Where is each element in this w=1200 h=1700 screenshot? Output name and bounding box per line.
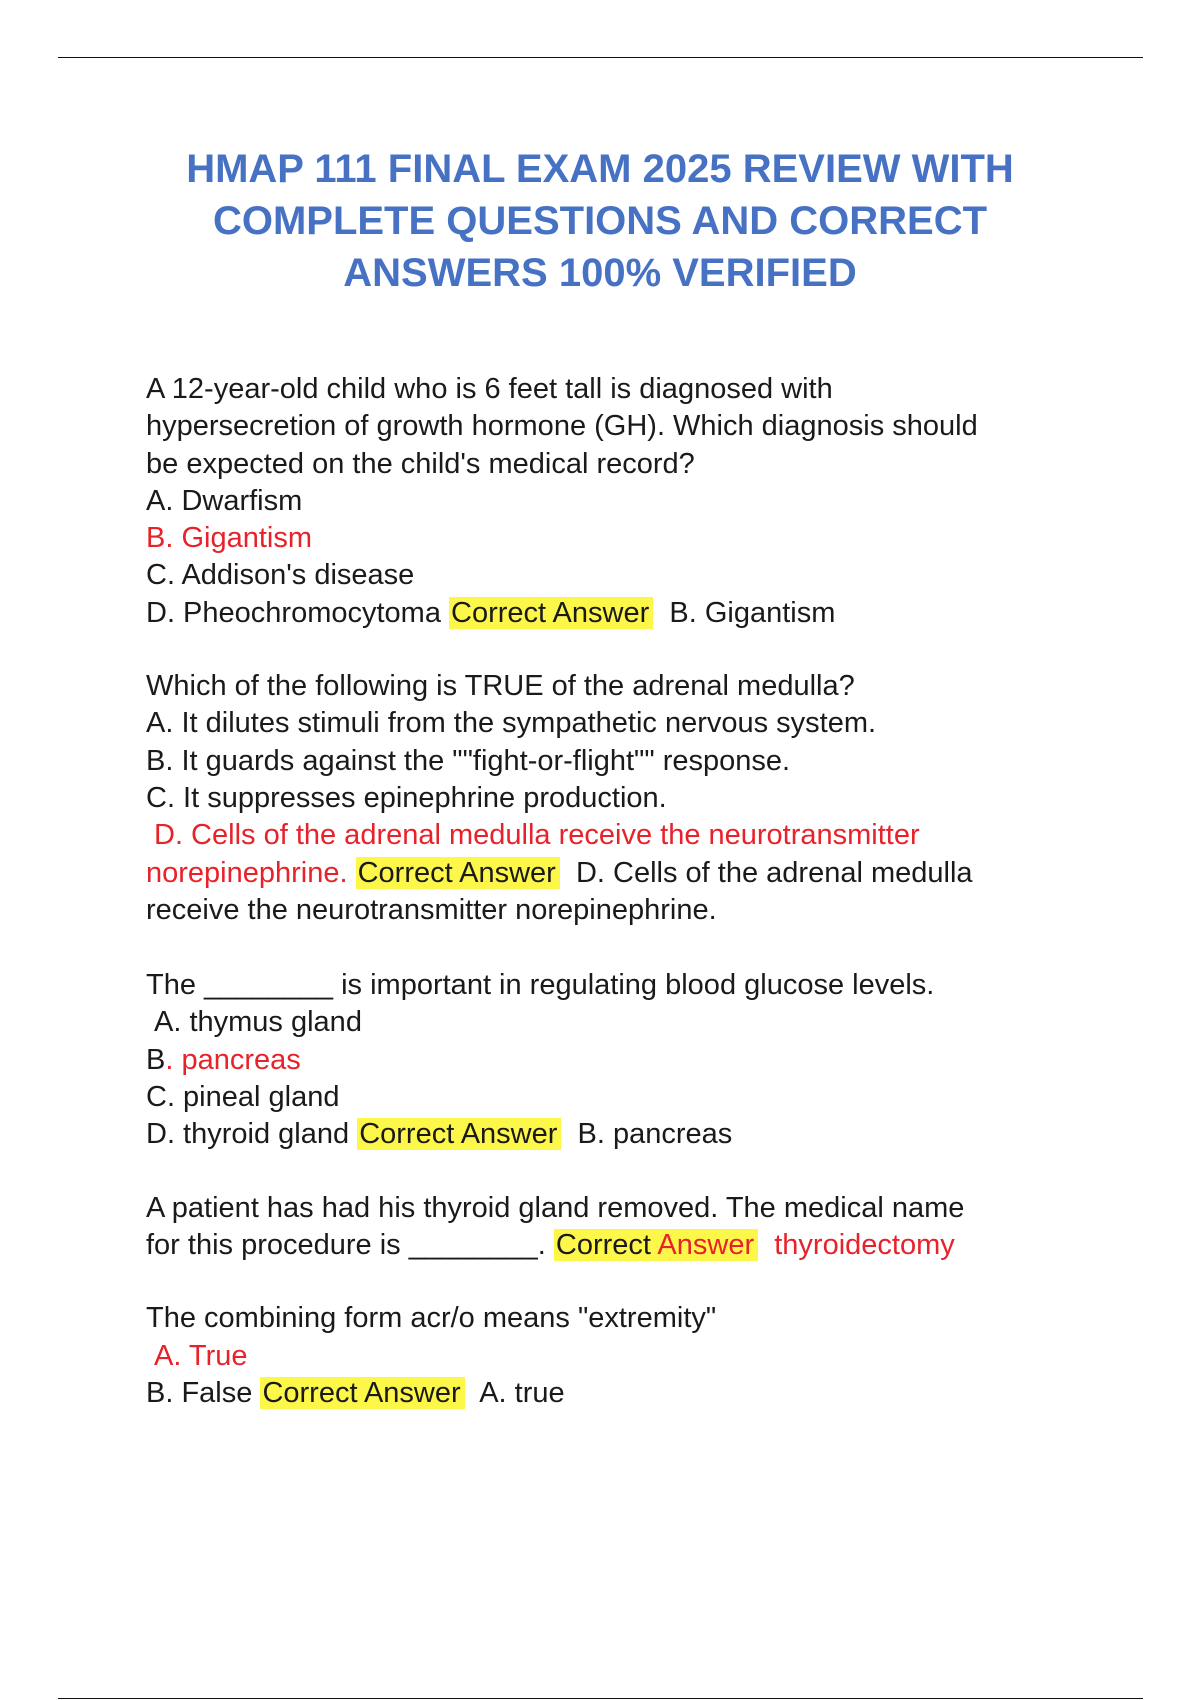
correct-answer-label: Correct Answer bbox=[357, 1118, 561, 1150]
question-stem-line: be expected on the child's medical record? bbox=[146, 447, 695, 480]
correct-answer-label: Correct Answer bbox=[449, 597, 653, 629]
option-d-continued-line bbox=[146, 855, 1106, 892]
option-d-continued: norepinephrine. bbox=[146, 856, 348, 889]
correct-answer-label-word: Correct bbox=[555, 1228, 658, 1261]
question-3 bbox=[146, 967, 1106, 1153]
top-rule bbox=[58, 57, 1143, 58]
option-c: C. Addison's disease bbox=[146, 559, 415, 592]
option-a: A. thymus gland bbox=[154, 1006, 362, 1039]
option-a: A. It dilutes stimuli from the sympathetic nervous system. bbox=[146, 707, 877, 740]
question-stem-line: Which of the following is TRUE of the adrenal medulla? bbox=[146, 670, 855, 703]
correct-answer-label: Correct Answer bbox=[260, 1377, 464, 1409]
option-b-line bbox=[146, 1375, 1106, 1412]
answer-text-continued: receive the neurotransmitter norepinephrine. bbox=[146, 893, 717, 926]
answer-text: A. true bbox=[479, 1376, 565, 1409]
answer-text: B. pancreas bbox=[577, 1118, 733, 1151]
title-line: COMPLETE QUESTIONS AND CORRECT bbox=[212, 199, 988, 243]
question-list bbox=[146, 371, 1106, 1448]
option-d: D. Pheochromocytoma bbox=[146, 596, 441, 629]
title-line: HMAP 111 FINAL EXAM 2025 REVIEW WITH bbox=[186, 147, 1014, 191]
question-1 bbox=[146, 371, 1106, 632]
question-stem-line: hypersecretion of growth hormone (GH). Which diagnosis should bbox=[146, 410, 978, 443]
question-2 bbox=[146, 668, 1106, 929]
option-d-correct: D. Cells of the adrenal medulla receive the neurotransmitter bbox=[154, 819, 920, 852]
option-b-correct: . pancreas bbox=[165, 1043, 301, 1076]
question-stem-answer-line bbox=[146, 1227, 1106, 1264]
title-line: ANSWERS 100% VERIFIED bbox=[343, 251, 857, 295]
answer-text: D. Cells of the adrenal medulla bbox=[575, 856, 973, 889]
question-stem-line: for this procedure is ________. bbox=[146, 1228, 546, 1261]
answer-text: thyroidectomy bbox=[774, 1228, 955, 1261]
option-b-correct: B. Gigantism bbox=[146, 522, 312, 555]
question-stem-line: The combining form acr/o means "extremity" bbox=[146, 1302, 717, 1335]
correct-answer-label bbox=[554, 1229, 758, 1261]
option-d-line bbox=[146, 1116, 1106, 1153]
option-b: B. It guards against the ""fight-or-flight"" response. bbox=[146, 744, 791, 777]
option-a-correct: A. True bbox=[154, 1339, 248, 1372]
correct-answer-label-word: Answer bbox=[657, 1228, 755, 1261]
bottom-rule bbox=[58, 1698, 1143, 1699]
correct-answer-label: Correct Answer bbox=[356, 857, 560, 889]
option-c: C. pineal gland bbox=[146, 1081, 340, 1114]
document-title bbox=[100, 143, 1100, 299]
question-stem-line: The ________ is important in regulating blood glucose levels. bbox=[146, 969, 935, 1002]
question-stem-line: A 12-year-old child who is 6 feet tall is diagnosed with bbox=[146, 373, 833, 405]
option-b-letter: B bbox=[146, 1043, 166, 1076]
option-c: C. It suppresses epinephrine production. bbox=[146, 781, 667, 814]
question-stem-line: A patient has had his thyroid gland removed. The medical name bbox=[146, 1191, 965, 1224]
option-b: B. False bbox=[146, 1376, 253, 1409]
option-d: D. thyroid gland bbox=[146, 1118, 350, 1151]
option-a: A. Dwarfism bbox=[146, 484, 303, 517]
question-5 bbox=[146, 1300, 1106, 1412]
option-d-line bbox=[146, 595, 1106, 632]
answer-text: B. Gigantism bbox=[669, 596, 836, 629]
question-4 bbox=[146, 1190, 1106, 1265]
option-b-line bbox=[146, 1042, 1106, 1079]
